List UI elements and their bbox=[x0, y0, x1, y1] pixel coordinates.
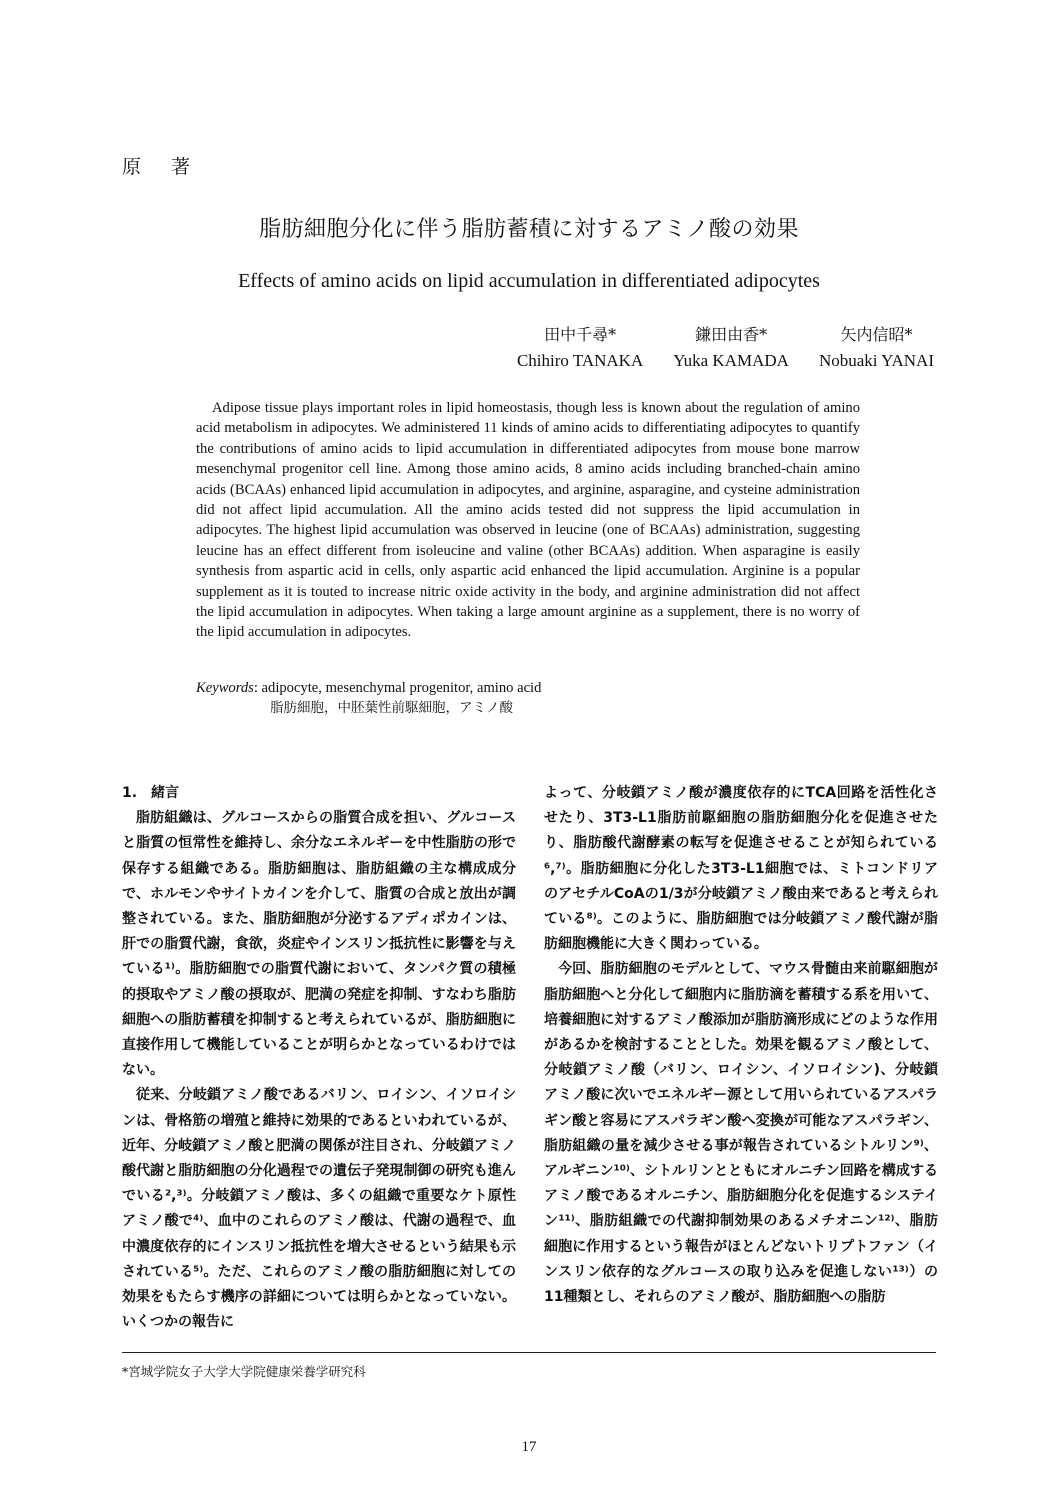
section-heading: 1. 緒言 bbox=[122, 785, 180, 801]
footnote-divider bbox=[122, 1352, 936, 1353]
title-japanese: 脂肪細胞分化に伴う脂肪蓄積に対するアミノ酸の効果 bbox=[258, 217, 799, 242]
author bbox=[673, 323, 789, 375]
keywords bbox=[196, 678, 541, 718]
author-list bbox=[517, 323, 934, 375]
affiliation-footnote: *宮城学院女子大学大学院健康栄養学研究科 bbox=[122, 1364, 366, 1379]
body-paragraph: よって、分岐鎖アミノ酸が濃度依存的にTCA回路を活性化させたり、3T3-L1脂肪前駆細胞の脂肪細胞分化を促進させたり、脂肪酸代謝酵素の転写を促進させることが知られている⁶,⁷⁾。脂肪細胞に分化した3T3-L1細胞では、ミトコンドリアのアセチルCoAの1/3が分岐鎖アミノ酸由来であると考えられている⁸⁾。このように、脂肪細胞では分岐鎖アミノ酸代謝が脂肪細胞機能に大きく関わっている。 bbox=[544, 785, 938, 953]
author-name-jp: 田中千尋* bbox=[544, 325, 617, 344]
keywords-label: Keywords bbox=[196, 680, 254, 696]
author-name-en: Yuka KAMADA bbox=[673, 351, 789, 370]
abstract: Adipose tissue plays important roles in lipid homeostasis, though less is known about the regulation of amino acid metabolism in adipocytes. We administered 11 kinds of amino acids to differentiating adipocytes to quantify the contributions of amino acids to lipid accumulation in differentiated adipocytes from mouse bone marrow mesenchymal progenitor cell line. Among those amino acids, 8 amino acids including branched-chain amino acids (BCAAs) enhanced lipid accumulation in adipocytes, and arginine, asparagine, and cysteine administration did not affect lipid accumulation. All the amino acids tested did not suppress the lipid accumulation in adipocytes. The highest lipid accumulation was observed in leucine (one of BCAAs) administration, suggesting leucine has an effect different from isoleucine and valine (other BCAAs) addition. When asparagine is easily synthesis from aspartic acid in cells, only aspartic acid enhanced the lipid accumulation. Arginine is a popular supplement as it is touted to increase nitric oxide activity in the body, and arginine administration did not affect the lipid accumulation in adipocytes. When taking a large amount arginine as a supplement, there is no worry of the lipid accumulation in adipocytes. bbox=[196, 400, 860, 641]
author-name-en: Nobuaki YANAI bbox=[818, 351, 934, 370]
keywords-list-jp: 脂肪細胞，中胚葉性前駆細胞，アミノ酸 bbox=[270, 700, 513, 716]
author-name-jp: 矢内信昭* bbox=[840, 325, 913, 344]
body-paragraph: 脂肪組織は、グルコースからの脂質合成を担い、グルコースと脂質の恒常性を維持し、余分なエネルギーを中性脂肪の形で保存する組織である。脂肪細胞は、脂肪組織の主な構成成分で、ホルモンやサイトカインを介して、脂質の合成と放出が調整されている。また、脂肪細胞が分泌するアディポカインは、肝での脂質代謝，食欲，炎症やインスリン抵抗性に影響を与えている¹⁾。脂肪細胞での脂質代謝において、タンパク質の積極的摂取やアミノ酸の摂取が、肥満の発症を抑制、すなわち脂肪細胞への脂肪蓄積を抑制すると考えられているが、脂肪細胞に直接作用して機能していることが明らかとなっているわけではない。 bbox=[122, 810, 516, 1079]
author-name-jp: 鎌田由香* bbox=[695, 325, 768, 344]
author-name-en: Chihiro TANAKA bbox=[516, 351, 644, 370]
keywords-english bbox=[196, 678, 541, 698]
author bbox=[517, 323, 643, 375]
body-column-left bbox=[122, 781, 516, 1335]
keywords-list-en: : adipocyte, mesenchymal progenitor, amino acid bbox=[253, 680, 542, 696]
author bbox=[819, 323, 934, 375]
page-number: 17 bbox=[521, 1439, 537, 1455]
body-paragraph: 今回、脂肪細胞のモデルとして、マウス骨髄由来前駆細胞が脂肪細胞へと分化して細胞内に脂肪滴を蓄積する系を用いて、培養細胞に対するアミノ酸添加が脂肪滴形成にどのような作用があるかを検討することとした。効果を観るアミノ酸として、分岐鎖アミノ酸（バリン、ロイシン、イソロイシン)、分岐鎖アミノ酸に次いでエネルギー源として用いられているアスパラギン酸と容易にアスパラギン酸へ変換が可能なアスパラギン、脂肪組織の量を減少させる事が報告されているシトルリン⁹⁾、アルギニン¹⁰⁾、シトルリンとともにオルニチン回路を構成するアミノ酸であるオルニチン、脂肪細胞分化を促進するシステイン¹¹⁾、脂肪組織での代謝抑制効果のあるメチオニン¹²⁾、脂肪細胞に作用するという報告がほとんどないトリプトファン（インスリン依存的なグルコースの取り込みを促進しない¹³⁾）の11種類とし、それらのアミノ酸が、脂肪細胞への脂肪 bbox=[544, 961, 938, 1306]
body-column-right bbox=[544, 781, 938, 1310]
title-english: Effects of amino acids on lipid accumulation in differentiated adipocytes bbox=[238, 270, 820, 292]
article-category: 原著 bbox=[122, 156, 221, 178]
body-paragraph: 従来、分岐鎖アミノ酸であるバリン、ロイシン、イソロイシンは、骨格筋の増殖と維持に効果的であるといわれているが、近年、分岐鎖アミノ酸と肥満の関係が注目され、分岐鎖アミノ酸代謝と脂肪細胞の分化過程での遺伝子発現制御の研究も進んでいる²,³⁾。分岐鎖アミノ酸は、多くの組織で重要なケト原性アミノ酸で⁴⁾、血中のこれらのアミノ酸は、代謝の過程で、血中濃度依存的にインスリン抵抗性を増大させるという結果も示されている⁵⁾。ただ、これらのアミノ酸の脂肪細胞に対しての効果をもたらす機序の詳細については明らかとなっていない。いくつかの報告に bbox=[122, 1087, 516, 1331]
